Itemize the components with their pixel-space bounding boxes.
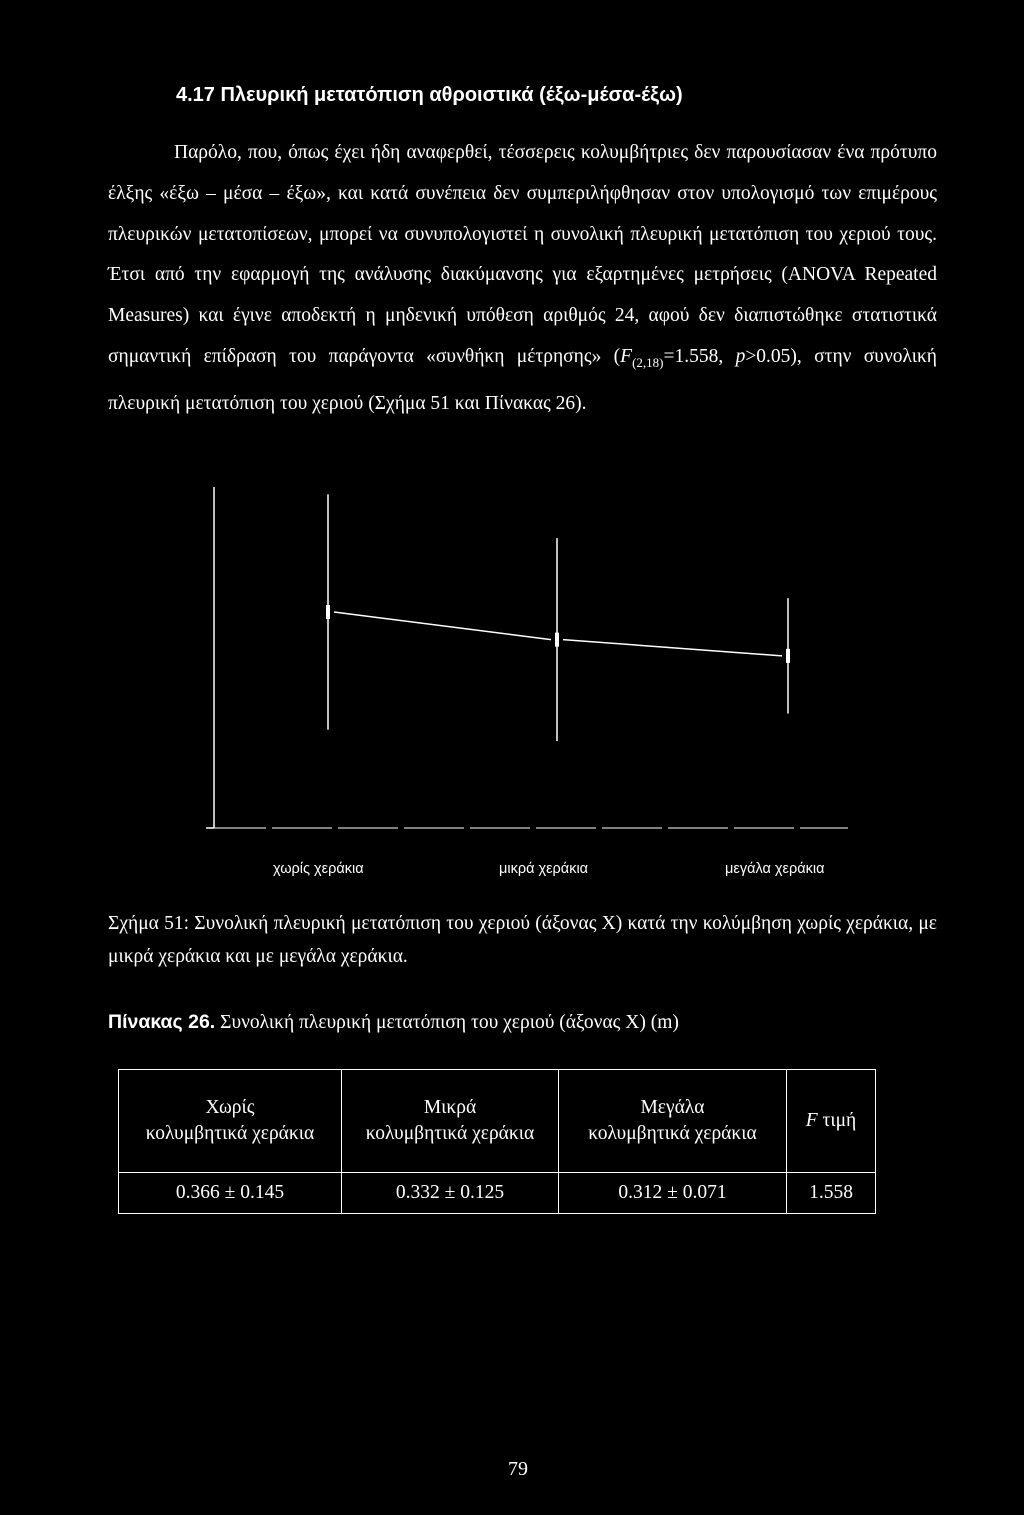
mean-point (555, 633, 559, 647)
mean-point (786, 649, 790, 663)
table-cell: 0.366 ± 0.145 (119, 1173, 342, 1214)
results-table (118, 1069, 876, 1214)
figure-caption: Σχήμα 51: Συνολική πλευρική μετατόπιση του χεριού (άξονας Χ) κατά την κολύμβηση χωρίς χεράκια, με μικρά χεράκια και με μεγάλα χεράκια. (108, 913, 937, 967)
table-header-cell: F τιμή (787, 1070, 876, 1173)
mean-point (326, 605, 330, 619)
table-header-cell: Μικρά κολυμβητικά χεράκια (342, 1070, 559, 1173)
table-cell: 1.558 (787, 1173, 876, 1214)
section-heading: 4.17 Πλευρική μετατόπιση αθροιστικά (έξω-μέσα-έξω) (176, 84, 683, 106)
paragraph-text: Παρόλο, που, όπως έχει ήδη αναφερθεί, τέσσερεις κολυμβήτριες δεν παρουσίασαν ένα πρότυπο έλξης «έξω – μέσα – έξω», και κατά συνέπεια δεν συμπεριλήφθησαν στον υπολογισμό των επιμέρους πλευρικών μετατοπίσεων, μπορεί να συνυπολογιστεί η συνολική πλευρική μετατόπιση του χεριού τους. Έτσι από την εφαρμογή της ανάλυσης διακύμανσης για εξαρτημένες μετρήσεις (ANOVA Repeated Measures) και έγινε αποδεκτή η μηδενική υπόθεση αριθμός 24, αφού δεν διαπιστώθηκε στατιστικά σημαντική επίδραση του παράγοντα «συνθήκη μέτρησης» ( (108, 142, 937, 367)
series-line-segment (563, 640, 782, 656)
x-tick-label: χωρίς χεράκια (273, 861, 364, 877)
table-title-label: Πίνακας 26. (108, 1011, 216, 1033)
page-number: 79 (508, 1458, 528, 1480)
x-tick-label: μεγάλα χεράκια (725, 861, 825, 877)
table-title (108, 1011, 679, 1034)
table-header-row (119, 1070, 876, 1173)
table-header-cell: Μεγάλα κολυμβητικά χεράκια (559, 1070, 787, 1173)
f-symbol: F (620, 345, 633, 367)
table-title-text: Συνολική πλευρική μετατόπιση του χεριού (άξονας Χ) (m) (215, 1012, 679, 1033)
p-symbol: p (735, 345, 746, 367)
f-subscript: (2,18) (632, 354, 664, 370)
x-tick-label: μικρά χεράκια (499, 861, 589, 877)
table-cell: 0.312 ± 0.071 (559, 1173, 787, 1214)
f-value: =1.558, (663, 345, 736, 367)
p-value: >0.05), στην συνολική πλευρική μετατόπιση του χεριού (Σχήμα 51 και Πίνακας 26). (108, 345, 938, 414)
series-line-segment (334, 612, 551, 640)
table-cell: 0.332 ± 0.125 (342, 1173, 559, 1214)
table-row (119, 1173, 876, 1214)
table-header-cell: Χωρίς κολυμβητικά χεράκια (119, 1070, 342, 1173)
body-paragraph (108, 133, 937, 424)
